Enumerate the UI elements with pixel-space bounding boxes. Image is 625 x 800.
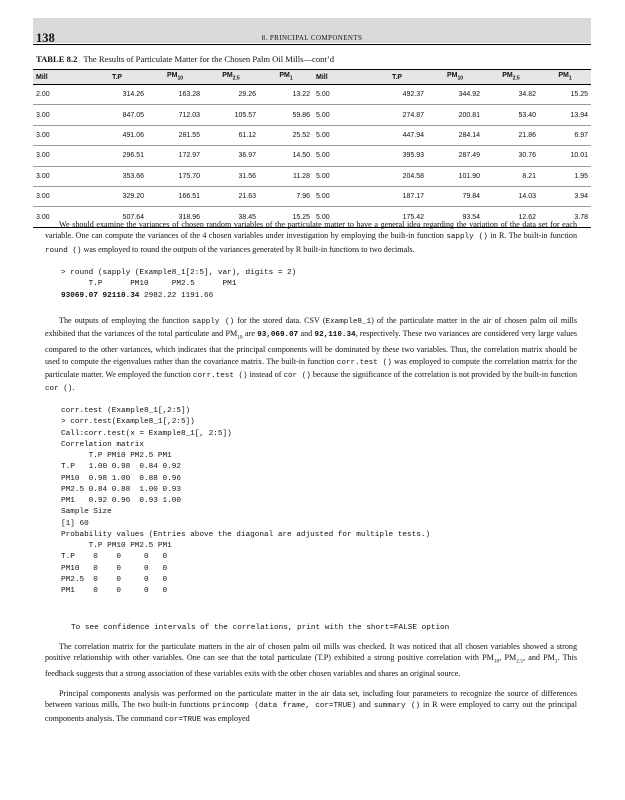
column-header: $PM_{2.5}$ [203,70,259,85]
table-cell: 187.17 [367,186,427,206]
table-cell: 3.78 [539,207,591,227]
table-cell: 105.57 [203,105,259,125]
table-cell: 29.26 [203,85,259,105]
table-cell: 13.94 [539,105,591,125]
table-cell: 21.86 [483,125,539,145]
table-cell: 329.20 [87,186,147,206]
table-cell: 3.00 [33,207,87,227]
code-line: > corr.test(Example8_1[,2:5]) [61,418,195,427]
page-number: 138 [36,31,55,45]
code-line: PM1 0 0 0 0 [61,587,168,595]
table-cell: 14.03 [483,186,539,206]
table-cell: 5.00 [313,166,367,186]
column-header: $PM_{2.5}$ [483,70,539,85]
column-header: $PM_1$ [539,70,591,85]
table-cell: 5.00 [313,105,367,125]
table-cell: 13.22 [259,85,313,105]
table-cell: 200.81 [427,105,483,125]
table-cell: 281.55 [147,125,203,145]
table-cell: 166.51 [147,186,203,206]
table-row [33,105,591,125]
column-header: T.P [367,70,427,85]
paragraph-variance-intro: We should examine the variances of chosen random variables of the particulate matter to have a general idea regarding the variation of the data set for each variable. One can compute the variances of the 4 chosen variables under investigation by employing the built-in function sapply () in R. The built-in function round () was employed to round the outputs of the variances generated by R built-in functions to two decimals. [45,220,577,255]
table-row [33,146,591,166]
code-line: > round (sapply (Example8_1[2:5], var), digits = 2) [61,269,297,277]
code-line: corr.test (Example8_1[,2:5]) [61,407,191,415]
table-cell: 447.94 [367,125,427,145]
table-cell: 344.92 [427,85,483,105]
table-cell: 3.00 [33,146,87,166]
table-cell: 163.28 [147,85,203,105]
code-note-confidence: To see confidence intervals of the correlations, print with the short=FALSE option [71,624,450,632]
table-cell: 175.42 [367,207,427,227]
table-cell: 353.66 [87,166,147,186]
table-cell: 34.82 [483,85,539,105]
code-line: PM1 0.92 0.96 0.93 1.00 [61,497,181,505]
table-cell: 31.56 [203,166,259,186]
table-header-row [33,70,591,85]
table-cell: 8.21 [483,166,539,186]
table-cell: 507.64 [87,207,147,227]
table-cell: 3.00 [33,166,87,186]
table-cell: 1.95 [539,166,591,186]
table-cell: 274.87 [367,105,427,125]
table-cell: 395.93 [367,146,427,166]
table-cell: 2.00 [33,85,87,105]
table-cell: 61.12 [203,125,259,145]
table-cell: 93.54 [427,207,483,227]
code-line: T.P 1.00 0.98 0.84 0.92 [61,463,181,472]
column-header: $PM_{10}$ [427,70,483,85]
code-line: PM2.5 0 0 0 0 [61,575,168,584]
table-row [33,186,591,206]
table-cell: 3.00 [33,186,87,206]
table-cell: 25.52 [259,125,313,145]
table-cell: 38.45 [203,207,259,227]
table-cell: 15.25 [539,85,591,105]
table-caption-text: The Results of Particulate Matter for the Chosen Palm Oil Mills—cont’d [83,54,334,64]
table-cell: 14.50 [259,146,313,166]
table-cell: 3.00 [33,105,87,125]
table-cell: 296.51 [87,146,147,166]
column-header: $PM_{10}$ [147,70,203,85]
code-line: T.P PM10 PM2.5 PM1 [61,542,172,550]
code-line: T.P PM10 PM2.5 PM1 [61,280,237,289]
table-cell: 30.76 [483,146,539,166]
table-cell: 7.96 [259,186,313,206]
table-cell: 318.96 [147,207,203,227]
table-row [33,125,591,145]
table-cell: 36.97 [203,146,259,166]
table-cell: 491.06 [87,125,147,145]
table-cell: 172.97 [147,146,203,166]
table-cell: 15.25 [259,207,313,227]
table-cell: 712.03 [147,105,203,125]
paragraph-pca-intro: Principal components analysis was performed on the particulate matter in the air data set, including four parameters to recognize the source of differences between various mills. The two built-in functions princomp (data frame, cor=TRUE) and summary () in R were employed to carry out the principal components analysis. The command cor=TRUE was employed [45,689,578,724]
table-cell: 79.84 [427,186,483,206]
code-line: T.P 0 0 0 0 [61,553,168,562]
code-line: [1] 60 [61,519,89,528]
table-cell: 5.00 [313,146,367,166]
code-line: Correlation matrix [61,440,145,449]
table-row [33,166,591,186]
table-cell: 314.26 [87,85,147,105]
table-cell: 101.90 [427,166,483,186]
table-cell: 59.86 [259,105,313,125]
column-header: Mill [313,70,367,85]
table-cell: 5.00 [313,207,367,227]
table-body [33,85,591,228]
column-header: $PM_1$ [259,70,313,85]
table-caption [36,54,334,64]
table-cell: 12.62 [483,207,539,227]
table-cell: 5.00 [313,85,367,105]
code-block-correlation [61,406,430,597]
table-cell: 5.00 [313,186,367,206]
table-cell: 175.70 [147,166,203,186]
table-cell: 204.58 [367,166,427,186]
header-rule [33,44,591,45]
table-row [33,85,591,105]
table-cell: 53.40 [483,105,539,125]
table-cell: 10.01 [539,146,591,166]
table-cell: 492.37 [367,85,427,105]
table-cell: 3.94 [539,186,591,206]
table-cell: 3.00 [33,125,87,145]
paragraph-correlation-discussion: The correlation matrix for the particulate matters in the air of chosen palm oil mills was checked. It was noticed that all chosen variables showed a strong positive relationship with other variables. One can see that the total particulate (T.P) exhibited a strong positive correlation with $PM_{10}$, $PM_{2.5}$, and $PM_1$. This feedback suggests that a strong association of these variables exits with the other chosen variables and shares an original source. [45,642,577,679]
column-header: T.P [87,70,147,85]
table-cell: 21.63 [203,186,259,206]
code-line: Call:corr.test(x = Example8_1[, 2:5]) [61,429,232,438]
table-cell: 11.28 [259,166,313,186]
code-line: Probability values (Entries above the diagonal are adjusted for multiple tests.) [61,530,431,539]
code-line: Sample Size [61,508,112,517]
running-head: 8. PRINCIPAL COMPONENTS [261,34,363,42]
table-cell: 287.49 [427,146,483,166]
table-cell: 284.14 [427,125,483,145]
code-block-variance [61,268,296,302]
table-caption-label: TABLE 8.2 [36,54,78,64]
code-line: 93069.07 92110.34 2982.22 1191.66 [61,291,214,300]
code-line: PM10 0.98 1.00 0.88 0.96 [61,474,181,483]
code-line: T.P PM10 PM2.5 PM1 [61,452,172,460]
table-cell: 5.00 [313,125,367,145]
table-cell: 847.05 [87,105,147,125]
paragraph-variance-results: The outputs of employing the function sapply () for the stored data. CSV (Example8_1) of the particulate matter in the air of chosen palm oil mills exhibited that the variances of the total particulate and $PM_{10}$ are 93,069.07 and 92,110.34, respectively. These two variances are considered very large values compared to the other variances, which indicates that the principal components will be dominated by these two variables. Thus, the correlation matrix should be used to compute the eigenvalues rather than the covariance matrix. The built-in function corr.test () was employed to compute the correlation matrix for the particulate matter. We employed the function corr.test () instead of cor () because the significance of the correlation is not provided by the built-in function cor (). [45,316,578,394]
particulate-matter-table [33,69,591,228]
code-line: PM10 0 0 0 0 [61,564,168,573]
code-line: PM2.5 0.84 0.88 1.00 0.93 [61,485,181,494]
table-cell: 6.97 [539,125,591,145]
column-header: Mill [33,70,87,85]
